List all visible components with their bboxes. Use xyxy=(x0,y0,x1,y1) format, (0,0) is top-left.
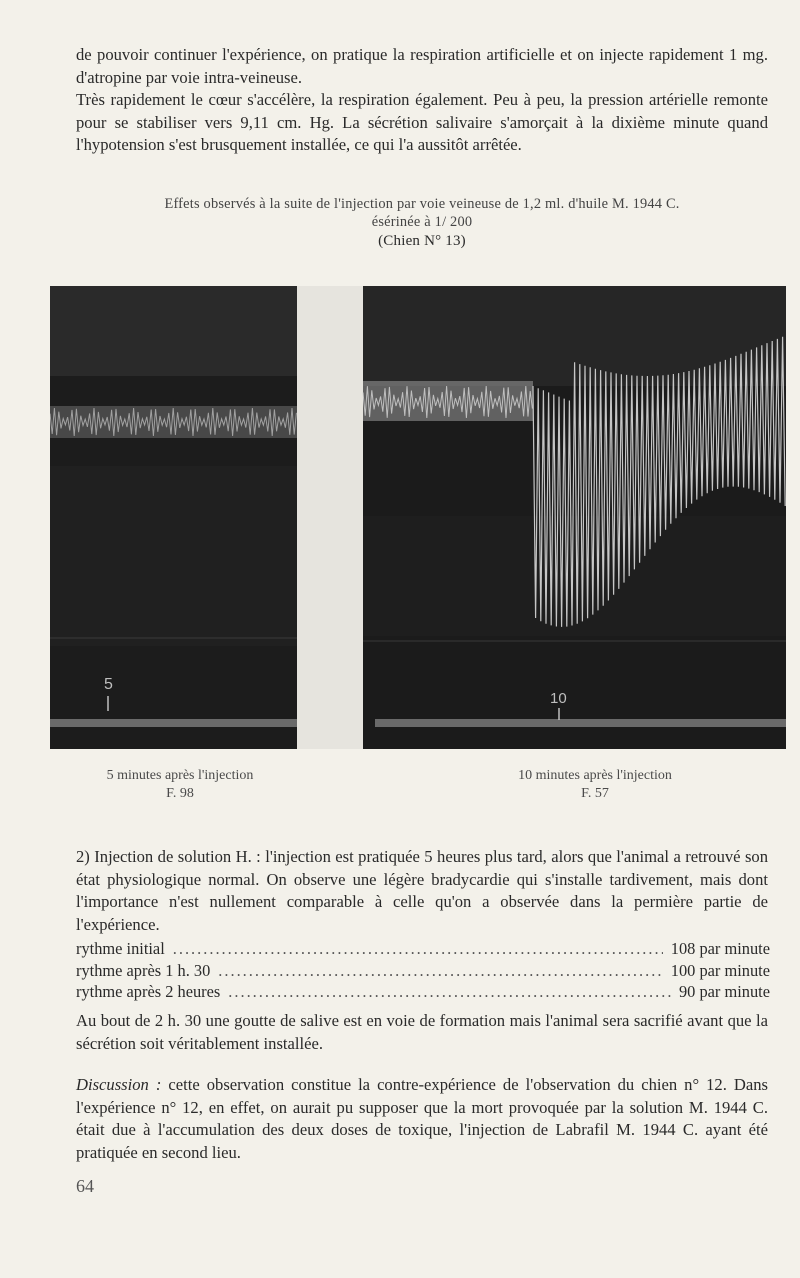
figure-caption-line2: ésérinée à 1/ 200 xyxy=(371,213,473,230)
panel-gap xyxy=(297,286,363,749)
rhythm-label: rythme après 1 h. 30 xyxy=(76,960,211,980)
dot-leader xyxy=(218,960,662,982)
paragraph-salive: Au bout de 2 h. 30 une goutte de salive est en voie de formation mais l'animal sera sacrifié avant que la sécrétion soit véritablement installée. xyxy=(76,1011,768,1053)
rhythm-value: 100 par minute xyxy=(670,960,770,980)
left-pressure-trace xyxy=(50,406,297,438)
kymograph-figure xyxy=(50,286,786,749)
figure-caption-dog: (Chien N° 13) xyxy=(378,233,466,249)
rhythm-value: 90 par minute xyxy=(678,982,770,1002)
left-subcaption-time: 5 minutes après l'injection xyxy=(106,768,254,783)
dot-leader xyxy=(228,981,671,1003)
paragraph-discussion xyxy=(76,1074,768,1164)
rhythm-label: rythme après 2 heures xyxy=(76,982,221,1002)
left-subcaption xyxy=(60,767,300,803)
right-subcaption xyxy=(470,767,720,803)
figure-caption-line1: Effets observés à la suite de l'injection par voie veineuse de 1,2 ml. d'huile M. 1944 C. xyxy=(164,196,680,212)
right-subcaption-time: 10 minutes après l'injection xyxy=(518,768,672,783)
paragraph-atropine: de pouvoir continuer l'expérience, on pratique la respiration artificielle et on injecte rapidement 1 mg. d'atropine par voie intra-veineuse. xyxy=(76,45,768,87)
page-number: 64 xyxy=(76,1176,94,1196)
figure-caption xyxy=(72,196,772,251)
left-panel-minute-mark: 5 xyxy=(104,676,113,693)
paragraph-recovery: Très rapidement le cœur s'accélère, la respiration également. Peu à peu, la pression artérielle remonte pour se stabiliser vers 9,11 cm. Hg. La sécrétion salivaire s'amorçait à la dixième minute quand l'hypotension s'est brusquement installée, ce qui l'a aussitôt arrêtée. xyxy=(76,90,768,155)
paragraph-solution-h: 2) Injection de solution H. : l'injection est pratiquée 5 heures plus tard, alors que l'animal a retrouvé son état physiologique normal. On observe une légère bradycardie qui s'installe tardivement, mais dont l'importance n'est nullement comparable à celle qu'on a observée dans la permière partie de l'expérience. xyxy=(76,847,768,934)
rhythm-row xyxy=(76,960,770,982)
rhythm-label: rythme initial xyxy=(76,939,165,958)
left-subcaption-ref: F. 98 xyxy=(166,786,194,801)
rhythm-row xyxy=(76,981,770,1003)
right-subcaption-ref: F. 57 xyxy=(581,786,609,801)
rhythm-list xyxy=(76,938,770,1003)
dot-leader xyxy=(173,938,663,960)
kymograph-image xyxy=(50,286,786,749)
discussion-text: cette observation constitue la contre-expérience de l'observation du chien n° 12. Dans l'expérience n° 12, en effet, on aurait pu supposer que la mort provoquée par la solution M. 1944 C. était due à l'accumulation des deux doses de toxique, l'injection de Labrafil M. 1944 C. ayant été pratiquée en second lieu. xyxy=(76,1075,768,1162)
discussion-label: Discussion : xyxy=(76,1075,162,1094)
rhythm-row xyxy=(76,938,770,960)
rhythm-value: 108 par minute xyxy=(670,939,770,958)
right-panel-minute-mark: 10 xyxy=(550,690,567,707)
